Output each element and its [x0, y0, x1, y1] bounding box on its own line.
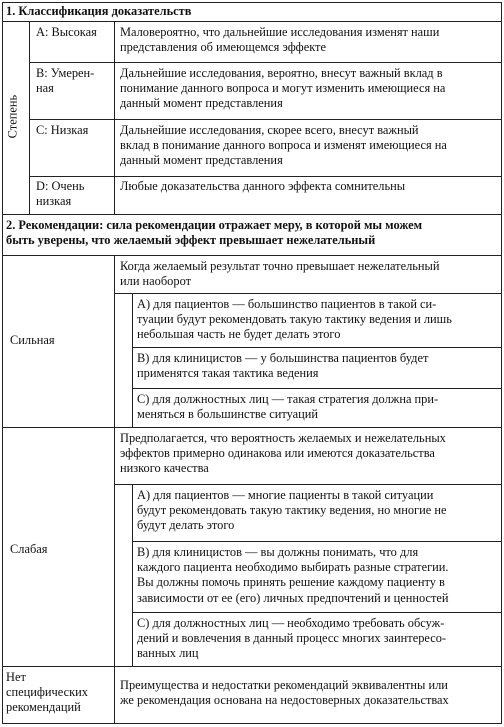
divider	[2, 427, 502, 428]
weak-intro: Предполагается, что вероятность желаемых и нежелательных эффектов примерно одинакова или имеются доказательства низкого качества	[120, 431, 446, 476]
divider	[132, 484, 133, 666]
grade-description: Дальнейшие исследования, скорее всего, внесут важный вклад в понимание данного вопроса и изменят имеющиеся на данный момент представления	[120, 123, 447, 168]
weak-item-clinicians: B) для клиницистов — вы должны понимать, что для каждого пациента необходимо выбирать разные стратегии. Вы должны помочь принять решение каждому пациенту в зависимости от ее (его) личных предпочтений и ценностей	[137, 545, 449, 605]
strong-item-patients: А) для пациентов — большинство пациентов в такой си- туации будут рекомендовать такую тактику ведения и лишь небольшая часть не будет делать этого	[137, 297, 452, 342]
divider	[114, 484, 502, 485]
divider	[29, 21, 30, 214]
weak-item-patients: А) для пациентов — многие пациенты в такой ситуации будут рекомендовать такую тактику ведения, но многие не будут делать этого	[137, 488, 447, 533]
degree-axis-label: Степень	[5, 94, 20, 139]
divider	[132, 388, 502, 389]
divider	[29, 176, 502, 177]
divider	[2, 21, 502, 22]
strong-item-officials: С) для должностных лиц — такая стратегия должна при- меняться в большинстве ситуаций	[137, 392, 439, 422]
divider	[132, 293, 133, 427]
divider	[114, 21, 115, 214]
strong-intro: Когда желаемый результат точно превышает нежелательный или наоборот	[120, 259, 440, 289]
grade-label: A: Высокая	[36, 25, 97, 39]
strong-item-clinicians: B) для клиницистов — у большинства пациентов будет применятся такая тактика ведения	[137, 351, 429, 381]
strong-label: Сильная	[10, 333, 55, 347]
grade-description: Маловероятно, что дальнейшие исследования изменят наши представления об имеющемся эффекте	[120, 25, 440, 55]
divider	[2, 666, 502, 667]
divider	[114, 293, 502, 294]
divider	[2, 214, 502, 215]
divider	[132, 541, 502, 542]
section1-header: 1. Классификация доказательств	[6, 4, 192, 18]
grade-label: D: Очень низкая	[36, 179, 85, 209]
section2-header: 2. Рекомендации: сила рекомендации отражает меру, в которой мы можем быть уверены, что желаемый эффект превышает нежелательный	[6, 218, 423, 248]
divider	[2, 255, 502, 256]
grade-label: B: Умерен- ная	[36, 66, 95, 96]
divider	[114, 255, 115, 724]
divider	[29, 119, 502, 120]
weak-item-officials: С) для должностных лиц — необходимо требовать обсуж- дений и вовлечения в данный процесс многих заинтересо- ванных лиц	[137, 616, 447, 661]
divider	[132, 347, 502, 348]
grade-description: Любые доказательства данного эффекта сомнительны	[120, 179, 406, 193]
no-recommendation-text: Преимущества и недостатки рекомендаций эквивалентны или же рекомендация основана на недостоверных доказательствах	[120, 678, 449, 708]
weak-label: Слабая	[10, 542, 48, 556]
divider	[29, 62, 502, 63]
grade-label: C: Низкая	[36, 123, 89, 137]
grade-description: Дальнейшие исследования, вероятно, внесут важный вклад в понимание данного вопроса и могут изменить имеющиеся на данный момент представления	[120, 66, 446, 111]
divider	[132, 612, 502, 613]
no-recommendation-label: Нет специфических рекомендаций	[6, 670, 88, 715]
